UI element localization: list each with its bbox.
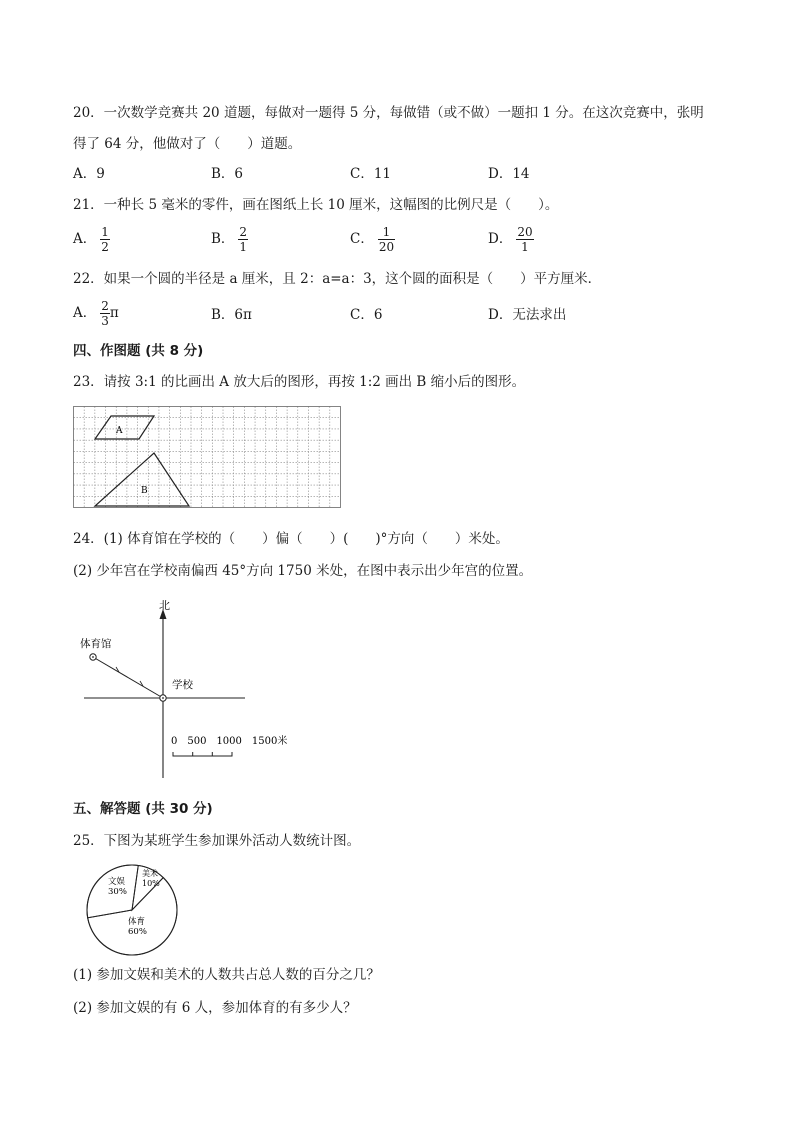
q22-option-a[interactable]: A． $\frac{2}{3}$ π [73, 299, 119, 328]
pie-slice-value: 60% [128, 927, 147, 937]
shape-a-label: A [116, 426, 123, 436]
direction-map[interactable] [75, 595, 295, 785]
gym-direction-line [93, 657, 163, 698]
shape-b-label: B [141, 486, 148, 496]
q22-option-c[interactable]: C．6 [350, 307, 383, 323]
q22-option-d[interactable]: D．无法求出 [488, 307, 567, 323]
q22-text: 22．如果一个圆的半径是 a 厘米，且 2：a=a：3，这个圆的面积是（ ）平方厘米． [73, 271, 602, 287]
fraction: $\frac{1}{20}$ [378, 225, 395, 254]
fraction: $\frac{2}{1}$ [239, 225, 248, 254]
q24-part2: (2) 少年宫在学校南偏西 45°方向 1750 米处，在图中表示出少年宫的位置。 [73, 563, 533, 579]
q20-option-c[interactable]: C．11 [350, 166, 392, 182]
q25-part2: (2) 参加文娱的有 6 人，参加体育的有多少人？ [73, 1000, 357, 1016]
scale-label: 0 500 1000 1500米 [171, 736, 288, 747]
q22-option-b[interactable]: B．6π [211, 307, 252, 323]
q24-part1: 24．(1) 体育馆在学校的（ ）偏（ ）( )°方向（ ）米处。 [73, 531, 509, 547]
shape-b [95, 453, 189, 506]
section-4-heading: 四、作图题 (共 8 分) [73, 343, 204, 359]
q20-option-b[interactable]: B．6 [211, 166, 244, 182]
q20-option-d[interactable]: D．14 [488, 166, 530, 182]
q20-line1: 20．一次数学竞赛共 20 道题，每做对一题得 5 分，每做错（或不做）一题扣 1 分。在这次竞赛中，张明 [73, 105, 704, 121]
fraction: $\frac{1}{2}$ [101, 225, 109, 254]
gym-label: 体育馆 [80, 638, 112, 650]
school-label: 学校 [172, 679, 193, 691]
fraction: $\frac{20}{1}$ [517, 225, 533, 254]
pie-slice-label: 美术 [142, 869, 158, 878]
shape-a [95, 416, 154, 439]
pie-slice-value: 10% [142, 879, 160, 888]
north-label: 北 [159, 599, 170, 612]
q25-part1: (1) 参加文娱和美术的人数共占总人数的百分之几？ [73, 967, 380, 983]
q25-text: 25．下图为某班学生参加课外活动人数统计图。 [73, 833, 361, 849]
drawing-grid[interactable] [73, 406, 343, 510]
q20-line2: 得了 64 分，他做对了（ ）道题。 [73, 136, 302, 152]
section-5-heading: 五、解答题 (共 30 分) [73, 801, 213, 817]
q21-option-b[interactable]: B． $\frac{2}{1}$ [211, 225, 248, 254]
q21-option-d[interactable]: D． $\frac{20}{1}$ [488, 225, 533, 254]
q21-option-a[interactable]: A． $\frac{1}{2}$ [73, 225, 109, 254]
fraction: $\frac{2}{3}$ [101, 299, 109, 328]
activity-pie-chart [78, 862, 188, 958]
pie-slice-label: 体育 [128, 917, 146, 927]
q20-option-a[interactable]: A．9 [73, 166, 105, 182]
pie-slice-value: 30% [108, 887, 127, 897]
q21-option-c[interactable]: C． $\frac{1}{20}$ [350, 225, 395, 254]
pie-slice-label: 文娱 [108, 877, 126, 887]
scale-bar [173, 752, 232, 756]
q23-text: 23．请按 3:1 的比画出 A 放大后的图形，再按 1:2 画出 B 缩小后的图形。 [73, 374, 526, 390]
q21-text: 21．一种长 5 毫米的零件，画在图纸上长 10 厘米，这幅图的比例尺是（ ）。 [73, 197, 559, 213]
